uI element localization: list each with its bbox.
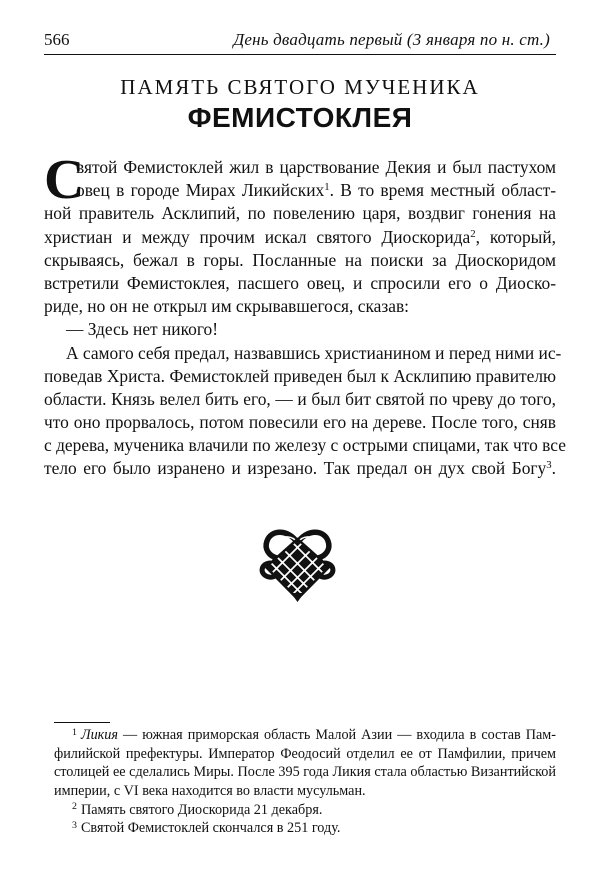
title-line-1: ПАМЯТЬ СВЯТОГО МУЧЕНИКА — [120, 75, 480, 99]
body-line: вятой Фемистоклей жил в царствование Декия и был пастухом — [76, 157, 556, 177]
body-line: скрываясь, бежал в горы. Посланные на поиски за Диоскоридом — [44, 249, 556, 270]
page-number: 566 — [44, 30, 70, 49]
title-line-2: ФЕМИСТОКЛЕЯ — [187, 102, 413, 133]
footnote-1-line: филийской префектуры. Император Феодосий отделил ее от Памфилии, причем — [54, 745, 556, 762]
body-line: ной правитель Асклипий, по повелению царя, воздвиг гонения на — [44, 203, 556, 224]
body-line: встретили Фемистоклея, пасшего овец, и спросили его о Диоско- — [44, 272, 556, 293]
footnote-ref-3[interactable]: 3 — [546, 459, 552, 472]
body-line: с дерева, мученика влачили по железу с острыми спицами, так что все — [44, 435, 566, 456]
body-line: А самого себя предал, назвавшись христианином и перед ними ис- — [66, 342, 562, 363]
body-line: — Здесь нет никого! — [66, 319, 219, 340]
body-text — [44, 149, 566, 481]
page-header — [44, 30, 556, 50]
body-line: овец в городе Мирах Ликийских$^1$. В то время местный област- — [76, 180, 556, 201]
drop-cap: С — [44, 149, 85, 211]
running-head: День двадцать первый (3 января по н. ст.) — [233, 30, 550, 49]
header-rule — [44, 54, 556, 55]
footnote-rule — [54, 722, 110, 723]
footnote-2: $^2$ Память святого Диоскорида 21 декабря. — [72, 801, 323, 818]
body-line: риде, но он не открыл им скрывавшегося, сказав: — [44, 296, 409, 317]
footnote-1: $^1$ Ликия — южная приморская область Малой Азии — входила в состав Пам- — [72, 726, 556, 743]
celtic-knot-ornament-icon — [255, 527, 340, 602]
body-line: тело его было изранено и изрезано. Так предал он дух свой Богу$^3$. — [44, 458, 556, 479]
body-line: христиан и между прочим искал святого Диоскорида$^2$, который, — [44, 226, 556, 247]
body-line: поведав Христа. Фемистоклей приведен был к Асклипию правителю — [44, 365, 556, 386]
footnote-1-line: столицей ее сделались Миры. После 395 года Ликия стала областью Византийской — [54, 764, 556, 781]
footnotes — [54, 726, 556, 838]
footnote-3: $^3$ Святой Фемистоклей скончался в 251 году. — [72, 819, 341, 837]
footnote-ref-2[interactable]: 2 — [470, 227, 476, 240]
body-line: области. Князь велел бить его, — и был бит святой по чреву до того, — [44, 388, 556, 409]
body-line: что оно прорвалось, потом повесили его на дереве. После того, сняв — [44, 412, 556, 433]
footnote-ref-1[interactable]: 1 — [324, 181, 330, 194]
footnote-1-line: империи, с VI века находится во власти мусульман. — [54, 783, 366, 800]
